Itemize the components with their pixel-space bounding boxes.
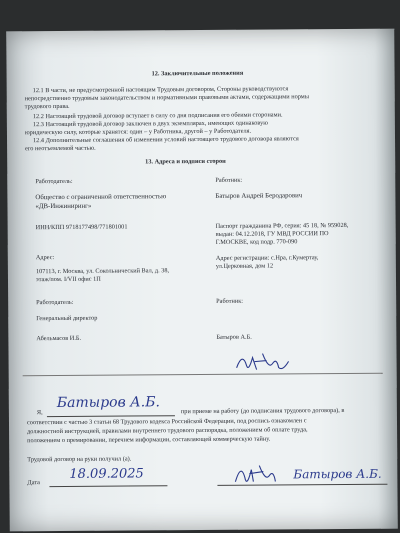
clause-12-3-line-1: 12.3 Настоящий трудовой договор заключен в двух экземплярах, имеющих одинаковую: [32, 119, 268, 129]
employee-label: Работник:: [215, 176, 243, 184]
clause-12-1-line-3: трудового права.: [24, 102, 70, 111]
employer-label-signatures: Работодатель:: [36, 298, 74, 307]
ack-line-4: положением о премировании, перечнем информации, составляющей коммерческую тайну.: [27, 435, 271, 445]
ack-line-2: соответствии с частью 3 статьи 68 Трудового кодекса Российской Федерации, под роспись ознакомлен с: [26, 417, 307, 427]
contract-page: [6, 29, 397, 532]
employee-address-line-2: ул.Церковная, дом 12: [215, 262, 274, 270]
passport-line-2: выдан: 04.12.2018, ГУ МВД РОССИИ ПО: [215, 230, 329, 238]
date-label: Дата: [27, 479, 40, 487]
clause-12-1-line-1: 12.1 В части, не предусмотренной настоящим Трудовым договором, Стороны руководствуются: [32, 85, 289, 95]
ack-ya: Я,: [36, 409, 43, 417]
clause-12-4-line-1: 12.4 Дополнительные соглашения об изменении условий настоящего трудового договора являются: [32, 135, 299, 145]
clause-12-1-line-2: непосредственно трудовым законодательством и нормативными правовыми актами, содержащими нормы: [24, 93, 310, 103]
section-12-heading: 12. Заключительные положения: [151, 69, 244, 78]
date-line: [49, 485, 167, 487]
employee-short-name: Батыров А.Б.: [216, 333, 252, 341]
employee-signature-ack: [231, 459, 281, 487]
passport-line-1: Паспорт гражданина РФ, серия: 45 18, № 959028,: [215, 221, 349, 230]
clause-12-4-line-2: его неотъемлемой частью.: [25, 144, 96, 153]
director-title: Генеральный директор: [36, 314, 98, 323]
received-text: Трудовой договор на руки получил (а).: [27, 455, 132, 464]
employer-address-line-1: 107113, г. Москва, ул. Сокольнический Вал, д. 38,: [35, 267, 170, 276]
signature-handwritten-name: Батыров А.Б.: [293, 466, 382, 482]
employer-label: Работодатель:: [35, 177, 73, 186]
clause-12-2: 12.2 Настоящий трудовой договор вступает в силу со дня подписания его обеими сторонами.: [32, 111, 283, 121]
employee-name: Батыров Андрей Беродарович: [215, 192, 303, 200]
section-13-heading: 13. Адреса и подписи сторон: [145, 157, 226, 166]
ack-line-3: должностной инструкцией, правилами внутреннего трудового распорядка, положением об оплате труда,: [27, 426, 308, 436]
employer-address-label: Адрес:: [35, 254, 55, 262]
ack-handwritten-name: Батыров А.Б.: [56, 394, 161, 412]
employee-address-line-1: Адрес регистрации: с.Нра, г.Кумертау,: [215, 254, 319, 262]
employer-name-line-1: Общество с ограниченной ответственностью: [35, 193, 167, 202]
divider-line: [23, 373, 383, 377]
employer-name-line-2: «ДВ-Инжиниринг»: [35, 202, 92, 211]
director-name: Абельмасов И.Б.: [36, 334, 82, 343]
clause-12-3-line-2: юридическую силу, которые хранятся: один – у Работника, другой – у Работодателя.: [24, 127, 252, 137]
date-value: 18.09.2025: [69, 466, 144, 482]
employer-address-line-2: этаж/пом. I/VII офис 1П: [35, 275, 101, 284]
passport-line-3: Г.МОСКВЕ, код подр. 770-090: [215, 238, 298, 246]
employee-label-signatures: Работник:: [216, 297, 244, 305]
ack-line-1: при приеме на работу (до подписания трудового договора), в: [180, 407, 345, 416]
employer-inn: ИНН/КПП 9718177498/771801001: [35, 223, 128, 232]
ack-name-line: [47, 415, 175, 417]
